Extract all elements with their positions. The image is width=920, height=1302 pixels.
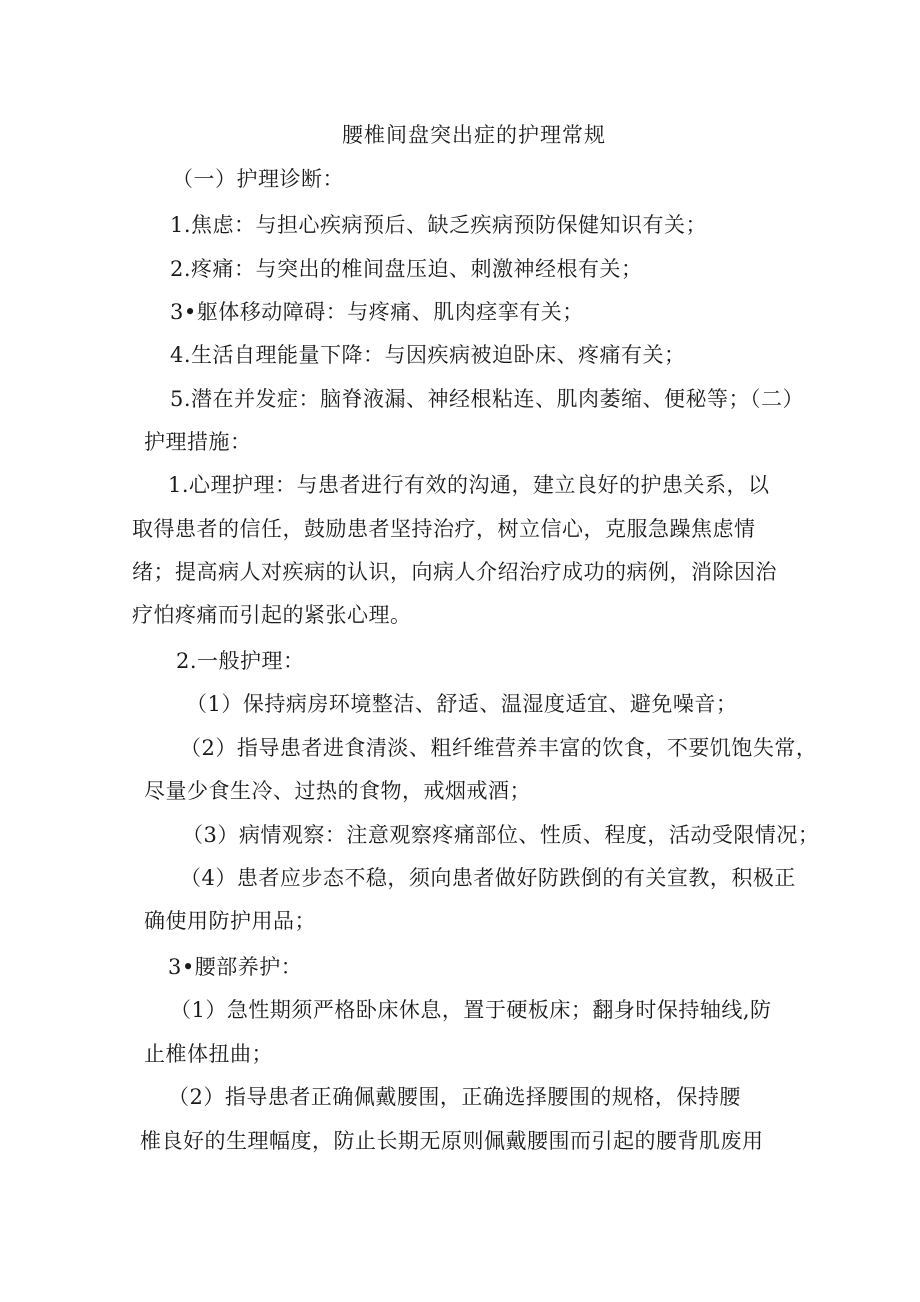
diagnosis-item-2: 2.疼痛：与突出的椎间盘压迫、刺激神经根有关； <box>170 257 643 281</box>
diagnosis-item-3: 3•躯体移动障碍：与疼痛、肌肉痉挛有关； <box>170 300 584 324</box>
measure-psych-line-1: 1.心理护理：与患者进行有效的沟通，建立良好的护患关系，以 <box>168 473 770 497</box>
diagnosis-item-4: 4.生活自理能量下降：与因疾病被迫卧床、疼痛有关； <box>170 343 686 367</box>
measure-general-heading: 2.一般护理： <box>176 649 305 673</box>
measure-lumbar-heading: 3•腰部养护： <box>168 955 303 979</box>
diagnosis-item-1: 1.焦虑：与担心疾病预后、缺乏疾病预防保健知识有关； <box>170 213 708 237</box>
measure-general-item-2-line-2: 尽量少食生冷、过热的食物，戒烟戒酒； <box>144 779 531 803</box>
measure-general-item-4-line-1: （4）患者应步态不稳，须向患者做好防跌倒的有关宣教，积极正 <box>180 866 796 890</box>
measure-psych-line-4: 疗怕疼痛而引起的紧张心理。 <box>132 603 412 627</box>
measure-lumbar-item-2-line-2: 椎良好的生理幅度，防止长期无原则佩戴腰围而引起的腰背肌废用 <box>140 1129 764 1153</box>
measure-lumbar-item-2-line-1: （2）指导患者正确佩戴腰围，正确选择腰围的规格，保持腰 <box>168 1085 741 1109</box>
measure-general-item-4-line-2: 确使用防护用品； <box>144 909 316 933</box>
measure-general-item-3: （3）病情观察：注意观察疼痛部位、性质、程度，活动受限情况； <box>182 823 820 847</box>
measure-lumbar-item-1-line-1: （1）急性期须严格卧床休息，置于硬板床；翻身时保持轴线,防 <box>170 998 772 1022</box>
measure-general-item-1: （1）保持病房环境整洁、舒适、温湿度适宜、避免噪音； <box>186 692 738 716</box>
measure-psych-line-2: 取得患者的信任，鼓励患者坚持治疗，树立信心，克服急躁焦虑情 <box>132 517 756 541</box>
section-heading-measures: 护理措施： <box>144 430 252 454</box>
measure-general-item-2-line-1: （2）指导患者进食清淡、粗纤维营养丰富的饮食，不要饥饱失常， <box>180 736 818 760</box>
section-heading-diagnosis: （一）护理诊断： <box>172 167 344 191</box>
measure-psych-line-3: 绪；提高病人对疾病的认识，向病人介绍治疗成功的病例，消除因治 <box>132 560 777 584</box>
diagnosis-item-5: 5.潜在并发症：脑脊液漏、神经根粘连、肌肉萎缩、便秘等；（二） <box>170 387 805 411</box>
page-title: 腰椎间盘突出症的护理常规 <box>342 123 606 147</box>
measure-lumbar-item-1-line-2: 止椎体扭曲； <box>144 1042 273 1066</box>
